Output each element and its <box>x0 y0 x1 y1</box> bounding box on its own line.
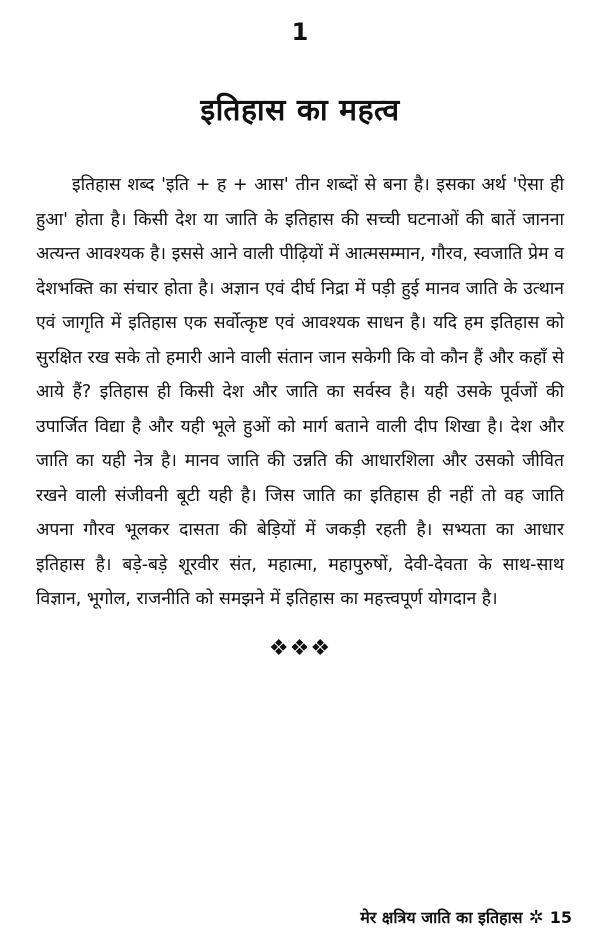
page-footer <box>360 906 572 928</box>
chapter-number: 1 <box>291 18 309 46</box>
footer-book-title: मेर क्षत्रिय जाति का इतिहास <box>360 908 523 927</box>
star-icon: ✲ <box>528 906 544 928</box>
page-number: 15 <box>549 907 572 927</box>
chapter-title: इतिहास का महत्व <box>200 93 400 128</box>
body-paragraph: इतिहास शब्द 'इति + ह + आस' तीन शब्दों से बना है। इसका अर्थ 'ऐसा ही हुआ' होता है। किसी देश या जाति के इतिहास की सच्ची घटनाओं की बातें जानना अत्यन्त आवश्यक है। इससे आने वाली पीढ़ियों में आत्मसम्मान, गौरव, स्वजाति प्रेम व देशभक्ति का संचार होता है। अज्ञान एवं दीर्घ निद्रा में पड़ी हुई मानव जाति के उत्थान एवं जागृति में इतिहास एक सर्वोत्कृष्ट एवं आवश्यक साधन है। यदि हम इतिहास को सुरक्षित रख सके तो हमारी आने वाली संतान जान सकेगी कि वो कौन हैं और कहाँ से आये हैं? इतिहास ही किसी देश और जाति का सर्वस्व है। यही उसके पूर्वजों की उपार्जित विद्या है और यही भूले हुओं को मार्ग बताने वाली दीप शिखा है। देश और जाति का यही नेत्र है। मानव जाति की उन्नति की आधारशिला और उसको जीवित रखने वाली संजीवनी बूटी यही है। जिस जाति का इतिहास ही नहीं तो वह जाति अपना गौरव भूलकर दासता की बेड़ियों में जकड़ी रहती है। सभ्यता का आधार इतिहास है। बड़े-बड़े शूरवीर संत, महात्मा, महापुरुषों, देवी-देवता के साथ-साथ विज्ञान, भूगोल, राजनीति को समझने में इतिहास का महत्त्वपूर्ण योगदान है। <box>36 175 564 609</box>
section-separator: ❖❖❖ <box>268 636 332 661</box>
